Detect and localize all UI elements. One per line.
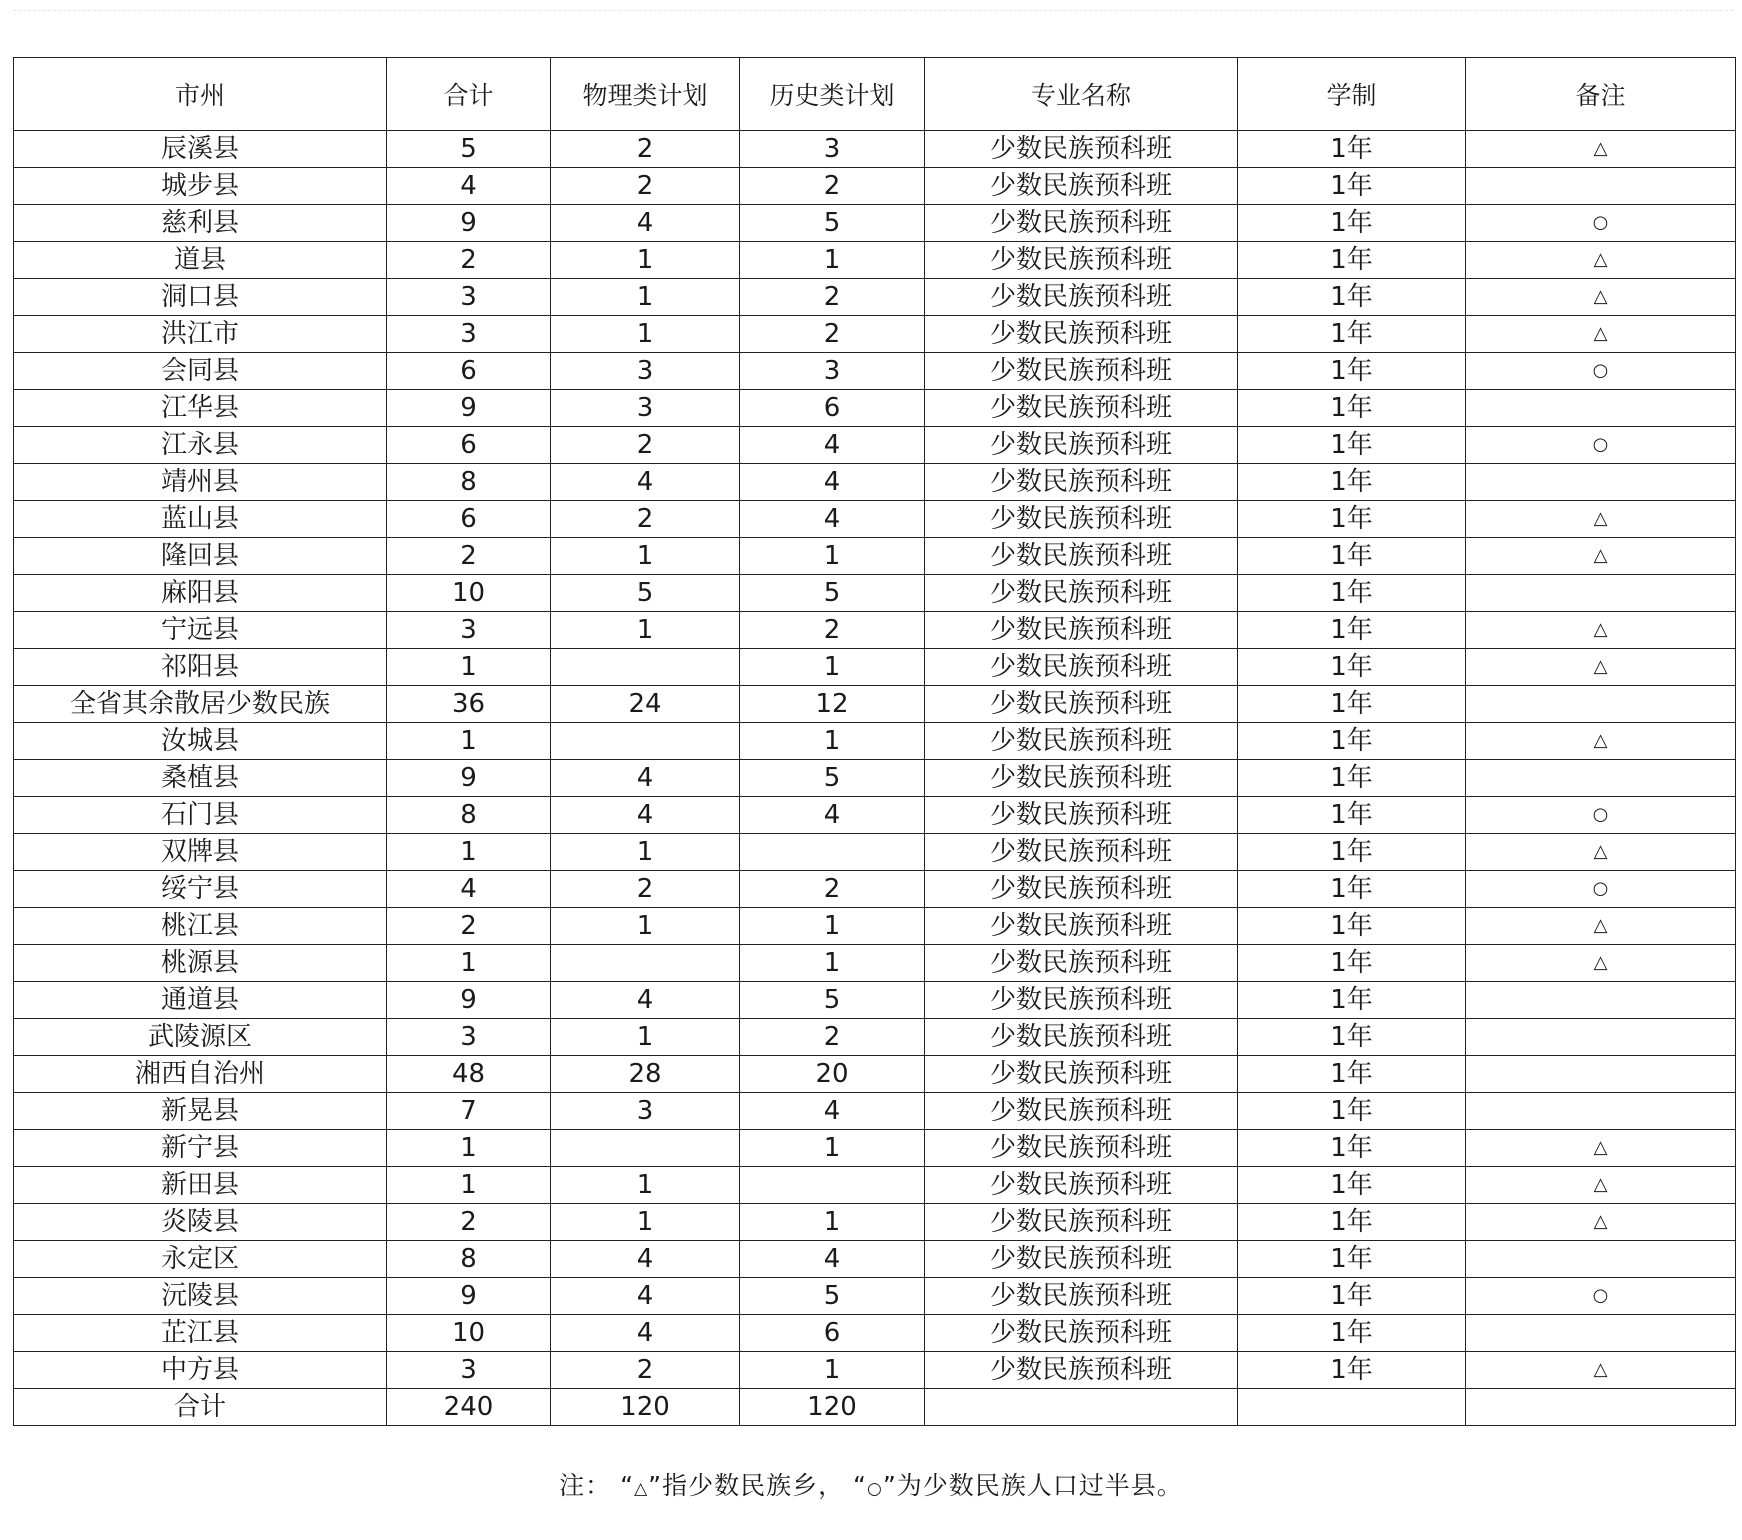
- cell-duration: 1年: [1238, 1204, 1466, 1241]
- cell-history: 3: [740, 353, 925, 390]
- cell-city: 辰溪县: [14, 131, 387, 168]
- cell-remark: ○: [1466, 353, 1736, 390]
- table-row: [14, 1241, 1736, 1278]
- cell-remark: [1466, 1241, 1736, 1278]
- cell-major: [925, 1389, 1238, 1426]
- table-row: [14, 1093, 1736, 1130]
- cell-major: 少数民族预科班: [925, 1241, 1238, 1278]
- cell-physics: 1: [551, 834, 740, 871]
- cell-physics: 120: [551, 1389, 740, 1426]
- cell-history: 4: [740, 1241, 925, 1278]
- cell-city: 双牌县: [14, 834, 387, 871]
- cell-history: 4: [740, 797, 925, 834]
- cell-remark: △: [1466, 945, 1736, 982]
- cell-major: 少数民族预科班: [925, 1278, 1238, 1315]
- cell-city: 新田县: [14, 1167, 387, 1204]
- footnote: [0, 1466, 1742, 1502]
- cell-major: 少数民族预科班: [925, 1352, 1238, 1389]
- table-row: [14, 427, 1736, 464]
- cell-duration: 1年: [1238, 1130, 1466, 1167]
- cell-major: 少数民族预科班: [925, 353, 1238, 390]
- cell-city: 宁远县: [14, 612, 387, 649]
- cell-major: 少数民族预科班: [925, 1056, 1238, 1093]
- cell-remark: △: [1466, 834, 1736, 871]
- table-row: [14, 279, 1736, 316]
- cell-history: 120: [740, 1389, 925, 1426]
- cell-major: 少数民族预科班: [925, 1204, 1238, 1241]
- table-row: [14, 612, 1736, 649]
- cell-major: 少数民族预科班: [925, 427, 1238, 464]
- footnote-mid: ”指少数民族乡， “: [648, 1471, 868, 1500]
- cell-physics: 5: [551, 575, 740, 612]
- cell-city: 洪江市: [14, 316, 387, 353]
- table-row: [14, 1130, 1736, 1167]
- cell-city: 桃江县: [14, 908, 387, 945]
- cell-duration: 1年: [1238, 316, 1466, 353]
- cell-major: 少数民族预科班: [925, 612, 1238, 649]
- cell-city: 洞口县: [14, 279, 387, 316]
- cell-city: 祁阳县: [14, 649, 387, 686]
- cell-physics: 1: [551, 908, 740, 945]
- cell-duration: 1年: [1238, 612, 1466, 649]
- cell-city: 江永县: [14, 427, 387, 464]
- cell-history: 5: [740, 1278, 925, 1315]
- table-row: [14, 242, 1736, 279]
- cell-total: 2: [387, 908, 551, 945]
- cell-major: 少数民族预科班: [925, 316, 1238, 353]
- cell-city: 江华县: [14, 390, 387, 427]
- cell-history: 1: [740, 723, 925, 760]
- cell-physics: 1: [551, 279, 740, 316]
- cell-duration: 1年: [1238, 427, 1466, 464]
- cell-total: 1: [387, 1167, 551, 1204]
- cell-remark: [1466, 464, 1736, 501]
- cell-total: 36: [387, 686, 551, 723]
- cell-physics: 1: [551, 1019, 740, 1056]
- cell-remark: △: [1466, 279, 1736, 316]
- cell-major: 少数民族预科班: [925, 649, 1238, 686]
- cell-total: 3: [387, 612, 551, 649]
- cell-history: [740, 834, 925, 871]
- cell-remark: [1466, 1056, 1736, 1093]
- cell-major: 少数民族预科班: [925, 242, 1238, 279]
- cell-duration: 1年: [1238, 1278, 1466, 1315]
- cell-remark: △: [1466, 612, 1736, 649]
- cell-city: 永定区: [14, 1241, 387, 1278]
- cell-major: 少数民族预科班: [925, 1019, 1238, 1056]
- cell-total: 9: [387, 1278, 551, 1315]
- footnote-prefix: 注： “: [559, 1471, 635, 1500]
- cell-remark: △: [1466, 908, 1736, 945]
- cell-physics: 28: [551, 1056, 740, 1093]
- cell-total: 3: [387, 1352, 551, 1389]
- cell-total: 1: [387, 1130, 551, 1167]
- table-row: [14, 834, 1736, 871]
- cell-history: 4: [740, 501, 925, 538]
- table-row: [14, 538, 1736, 575]
- cell-physics: 1: [551, 538, 740, 575]
- cell-physics: 4: [551, 464, 740, 501]
- cell-remark: [1466, 1315, 1736, 1352]
- table-row: [14, 1019, 1736, 1056]
- cell-major: 少数民族预科班: [925, 501, 1238, 538]
- cell-city: 合计: [14, 1389, 387, 1426]
- header-remarks: 备注: [1466, 58, 1736, 131]
- cell-city: 麻阳县: [14, 575, 387, 612]
- table-row: [14, 686, 1736, 723]
- cell-history: 2: [740, 612, 925, 649]
- cell-duration: 1年: [1238, 1352, 1466, 1389]
- table-row: [14, 723, 1736, 760]
- cell-remark: △: [1466, 649, 1736, 686]
- cell-major: 少数民族预科班: [925, 834, 1238, 871]
- cell-total: 8: [387, 797, 551, 834]
- table-row: [14, 575, 1736, 612]
- cell-duration: 1年: [1238, 390, 1466, 427]
- cell-physics: 3: [551, 1093, 740, 1130]
- header-city: 市州: [14, 58, 387, 131]
- cell-physics: 2: [551, 168, 740, 205]
- cell-physics: [551, 945, 740, 982]
- cell-major: 少数民族预科班: [925, 131, 1238, 168]
- cell-total: 1: [387, 834, 551, 871]
- cell-city: 炎陵县: [14, 1204, 387, 1241]
- cell-major: 少数民族预科班: [925, 760, 1238, 797]
- cell-total: 2: [387, 1204, 551, 1241]
- cell-total: 6: [387, 427, 551, 464]
- cell-physics: 4: [551, 797, 740, 834]
- cell-city: 新晃县: [14, 1093, 387, 1130]
- cell-remark: ○: [1466, 871, 1736, 908]
- cell-duration: 1年: [1238, 871, 1466, 908]
- cell-physics: [551, 649, 740, 686]
- table-row: [14, 1204, 1736, 1241]
- table-row: [14, 353, 1736, 390]
- cell-total: 240: [387, 1389, 551, 1426]
- cell-duration: 1年: [1238, 1315, 1466, 1352]
- cell-major: 少数民族预科班: [925, 797, 1238, 834]
- top-divider: [13, 10, 1733, 11]
- cell-duration: 1年: [1238, 982, 1466, 1019]
- cell-physics: 3: [551, 353, 740, 390]
- cell-total: 8: [387, 1241, 551, 1278]
- cell-city: 通道县: [14, 982, 387, 1019]
- cell-duration: [1238, 1389, 1466, 1426]
- cell-physics: 1: [551, 1204, 740, 1241]
- cell-history: 1: [740, 1130, 925, 1167]
- cell-city: 靖州县: [14, 464, 387, 501]
- cell-history: 1: [740, 649, 925, 686]
- cell-duration: 1年: [1238, 945, 1466, 982]
- cell-physics: 1: [551, 612, 740, 649]
- footnote-suffix: ”为少数民族人口过半县。: [882, 1471, 1183, 1500]
- cell-remark: ○: [1466, 427, 1736, 464]
- cell-total: 1: [387, 649, 551, 686]
- table-row: [14, 131, 1736, 168]
- cell-city: 蓝山县: [14, 501, 387, 538]
- cell-history: 1: [740, 945, 925, 982]
- cell-major: 少数民族预科班: [925, 168, 1238, 205]
- cell-major: 少数民族预科班: [925, 723, 1238, 760]
- cell-city: 会同县: [14, 353, 387, 390]
- enrollment-plan-table: [13, 57, 1736, 1426]
- cell-duration: 1年: [1238, 501, 1466, 538]
- circle-symbol: ○: [867, 1479, 883, 1499]
- header-major-name: 专业名称: [925, 58, 1238, 131]
- cell-duration: 1年: [1238, 279, 1466, 316]
- table-row: [14, 464, 1736, 501]
- cell-major: 少数民族预科班: [925, 686, 1238, 723]
- cell-major: 少数民族预科班: [925, 1130, 1238, 1167]
- cell-history: 12: [740, 686, 925, 723]
- cell-total: 3: [387, 316, 551, 353]
- cell-physics: 2: [551, 131, 740, 168]
- cell-physics: [551, 1130, 740, 1167]
- cell-duration: 1年: [1238, 205, 1466, 242]
- cell-city: 桃源县: [14, 945, 387, 982]
- cell-history: [740, 1167, 925, 1204]
- cell-duration: 1年: [1238, 575, 1466, 612]
- cell-major: 少数民族预科班: [925, 390, 1238, 427]
- cell-physics: 4: [551, 1278, 740, 1315]
- cell-duration: 1年: [1238, 723, 1466, 760]
- cell-duration: 1年: [1238, 649, 1466, 686]
- table-row: [14, 1315, 1736, 1352]
- cell-duration: 1年: [1238, 1056, 1466, 1093]
- cell-city: 慈利县: [14, 205, 387, 242]
- cell-remark: △: [1466, 723, 1736, 760]
- cell-city: 道县: [14, 242, 387, 279]
- cell-total: 9: [387, 982, 551, 1019]
- cell-major: 少数民族预科班: [925, 1315, 1238, 1352]
- cell-city: 城步县: [14, 168, 387, 205]
- cell-history: 2: [740, 316, 925, 353]
- cell-major: 少数民族预科班: [925, 575, 1238, 612]
- cell-history: 6: [740, 1315, 925, 1352]
- header-duration: 学制: [1238, 58, 1466, 131]
- cell-physics: 2: [551, 871, 740, 908]
- cell-physics: 1: [551, 316, 740, 353]
- table-row: [14, 1352, 1736, 1389]
- cell-physics: 2: [551, 501, 740, 538]
- cell-total: 4: [387, 168, 551, 205]
- table-row: [14, 1167, 1736, 1204]
- table-row: [14, 871, 1736, 908]
- cell-duration: 1年: [1238, 834, 1466, 871]
- cell-history: 2: [740, 279, 925, 316]
- cell-city: 芷江县: [14, 1315, 387, 1352]
- cell-physics: 4: [551, 982, 740, 1019]
- cell-city: 石门县: [14, 797, 387, 834]
- cell-physics: 4: [551, 1315, 740, 1352]
- cell-remark: [1466, 760, 1736, 797]
- cell-total: 5: [387, 131, 551, 168]
- table-row: [14, 649, 1736, 686]
- cell-duration: 1年: [1238, 168, 1466, 205]
- cell-duration: 1年: [1238, 908, 1466, 945]
- cell-duration: 1年: [1238, 1093, 1466, 1130]
- cell-major: 少数民族预科班: [925, 464, 1238, 501]
- table-row: [14, 205, 1736, 242]
- cell-history: 5: [740, 982, 925, 1019]
- cell-duration: 1年: [1238, 131, 1466, 168]
- cell-total: 10: [387, 575, 551, 612]
- cell-major: 少数民族预科班: [925, 538, 1238, 575]
- cell-physics: 4: [551, 205, 740, 242]
- header-physics-plan: 物理类计划: [551, 58, 740, 131]
- cell-remark: △: [1466, 1204, 1736, 1241]
- cell-city: 全省其余散居少数民族: [14, 686, 387, 723]
- cell-physics: [551, 723, 740, 760]
- table-row: [14, 1056, 1736, 1093]
- cell-total: 10: [387, 1315, 551, 1352]
- cell-remark: △: [1466, 131, 1736, 168]
- cell-remark: [1466, 686, 1736, 723]
- cell-total: 2: [387, 538, 551, 575]
- cell-history: 2: [740, 168, 925, 205]
- cell-remark: [1466, 575, 1736, 612]
- cell-physics: 4: [551, 1241, 740, 1278]
- header-total: 合计: [387, 58, 551, 131]
- cell-physics: 4: [551, 760, 740, 797]
- cell-history: 20: [740, 1056, 925, 1093]
- cell-duration: 1年: [1238, 538, 1466, 575]
- cell-remark: ○: [1466, 797, 1736, 834]
- cell-total: 9: [387, 205, 551, 242]
- cell-remark: △: [1466, 538, 1736, 575]
- cell-remark: ○: [1466, 1278, 1736, 1315]
- table-row: [14, 797, 1736, 834]
- table-row: [14, 908, 1736, 945]
- cell-history: 1: [740, 1352, 925, 1389]
- cell-total: 2: [387, 242, 551, 279]
- cell-physics: 1: [551, 242, 740, 279]
- cell-total: 6: [387, 353, 551, 390]
- cell-history: 2: [740, 1019, 925, 1056]
- cell-history: 1: [740, 908, 925, 945]
- cell-city: 中方县: [14, 1352, 387, 1389]
- header-history-plan: 历史类计划: [740, 58, 925, 131]
- cell-remark: [1466, 168, 1736, 205]
- cell-total: 4: [387, 871, 551, 908]
- cell-remark: △: [1466, 242, 1736, 279]
- cell-city: 湘西自治州: [14, 1056, 387, 1093]
- cell-physics: 1: [551, 1167, 740, 1204]
- cell-physics: 24: [551, 686, 740, 723]
- cell-history: 4: [740, 464, 925, 501]
- table-row: [14, 501, 1736, 538]
- cell-total: 9: [387, 760, 551, 797]
- cell-major: 少数民族预科班: [925, 1093, 1238, 1130]
- cell-total: 3: [387, 279, 551, 316]
- cell-duration: 1年: [1238, 242, 1466, 279]
- cell-major: 少数民族预科班: [925, 279, 1238, 316]
- cell-duration: 1年: [1238, 1241, 1466, 1278]
- cell-history: 1: [740, 538, 925, 575]
- cell-total: 1: [387, 945, 551, 982]
- table-row: [14, 982, 1736, 1019]
- cell-history: 1: [740, 242, 925, 279]
- cell-duration: 1年: [1238, 1019, 1466, 1056]
- cell-total: 6: [387, 501, 551, 538]
- cell-physics: 2: [551, 427, 740, 464]
- cell-remark: △: [1466, 1352, 1736, 1389]
- cell-major: 少数民族预科班: [925, 908, 1238, 945]
- table-row: [14, 760, 1736, 797]
- triangle-symbol: △: [634, 1479, 649, 1499]
- cell-history: 5: [740, 575, 925, 612]
- cell-physics: 3: [551, 390, 740, 427]
- cell-city: 新宁县: [14, 1130, 387, 1167]
- cell-duration: 1年: [1238, 760, 1466, 797]
- cell-major: 少数民族预科班: [925, 205, 1238, 242]
- cell-total: 3: [387, 1019, 551, 1056]
- cell-history: 5: [740, 205, 925, 242]
- cell-city: 绥宁县: [14, 871, 387, 908]
- cell-major: 少数民族预科班: [925, 1167, 1238, 1204]
- cell-remark: △: [1466, 316, 1736, 353]
- cell-major: 少数民族预科班: [925, 871, 1238, 908]
- cell-duration: 1年: [1238, 353, 1466, 390]
- cell-history: 1: [740, 1204, 925, 1241]
- total-row: [14, 1389, 1736, 1426]
- table-row: [14, 1278, 1736, 1315]
- cell-duration: 1年: [1238, 464, 1466, 501]
- cell-history: 2: [740, 871, 925, 908]
- cell-city: 武陵源区: [14, 1019, 387, 1056]
- cell-history: 6: [740, 390, 925, 427]
- table-row: [14, 945, 1736, 982]
- cell-remark: △: [1466, 501, 1736, 538]
- cell-city: 隆回县: [14, 538, 387, 575]
- cell-history: 3: [740, 131, 925, 168]
- cell-remark: [1466, 1093, 1736, 1130]
- table-row: [14, 316, 1736, 353]
- cell-remark: [1466, 1389, 1736, 1426]
- cell-duration: 1年: [1238, 797, 1466, 834]
- table-row: [14, 390, 1736, 427]
- cell-remark: [1466, 1019, 1736, 1056]
- cell-major: 少数民族预科班: [925, 982, 1238, 1019]
- cell-city: 桑植县: [14, 760, 387, 797]
- cell-total: 9: [387, 390, 551, 427]
- cell-total: 7: [387, 1093, 551, 1130]
- cell-remark: △: [1466, 1130, 1736, 1167]
- cell-city: 汝城县: [14, 723, 387, 760]
- cell-history: 5: [740, 760, 925, 797]
- header-row: [14, 58, 1736, 131]
- cell-remark: [1466, 390, 1736, 427]
- table-row: [14, 168, 1736, 205]
- cell-remark: △: [1466, 1167, 1736, 1204]
- cell-major: 少数民族预科班: [925, 945, 1238, 982]
- cell-history: 4: [740, 427, 925, 464]
- cell-total: 8: [387, 464, 551, 501]
- cell-total: 48: [387, 1056, 551, 1093]
- cell-duration: 1年: [1238, 686, 1466, 723]
- cell-total: 1: [387, 723, 551, 760]
- cell-remark: ○: [1466, 205, 1736, 242]
- cell-city: 沅陵县: [14, 1278, 387, 1315]
- cell-remark: [1466, 982, 1736, 1019]
- cell-physics: 2: [551, 1352, 740, 1389]
- cell-history: 4: [740, 1093, 925, 1130]
- cell-duration: 1年: [1238, 1167, 1466, 1204]
